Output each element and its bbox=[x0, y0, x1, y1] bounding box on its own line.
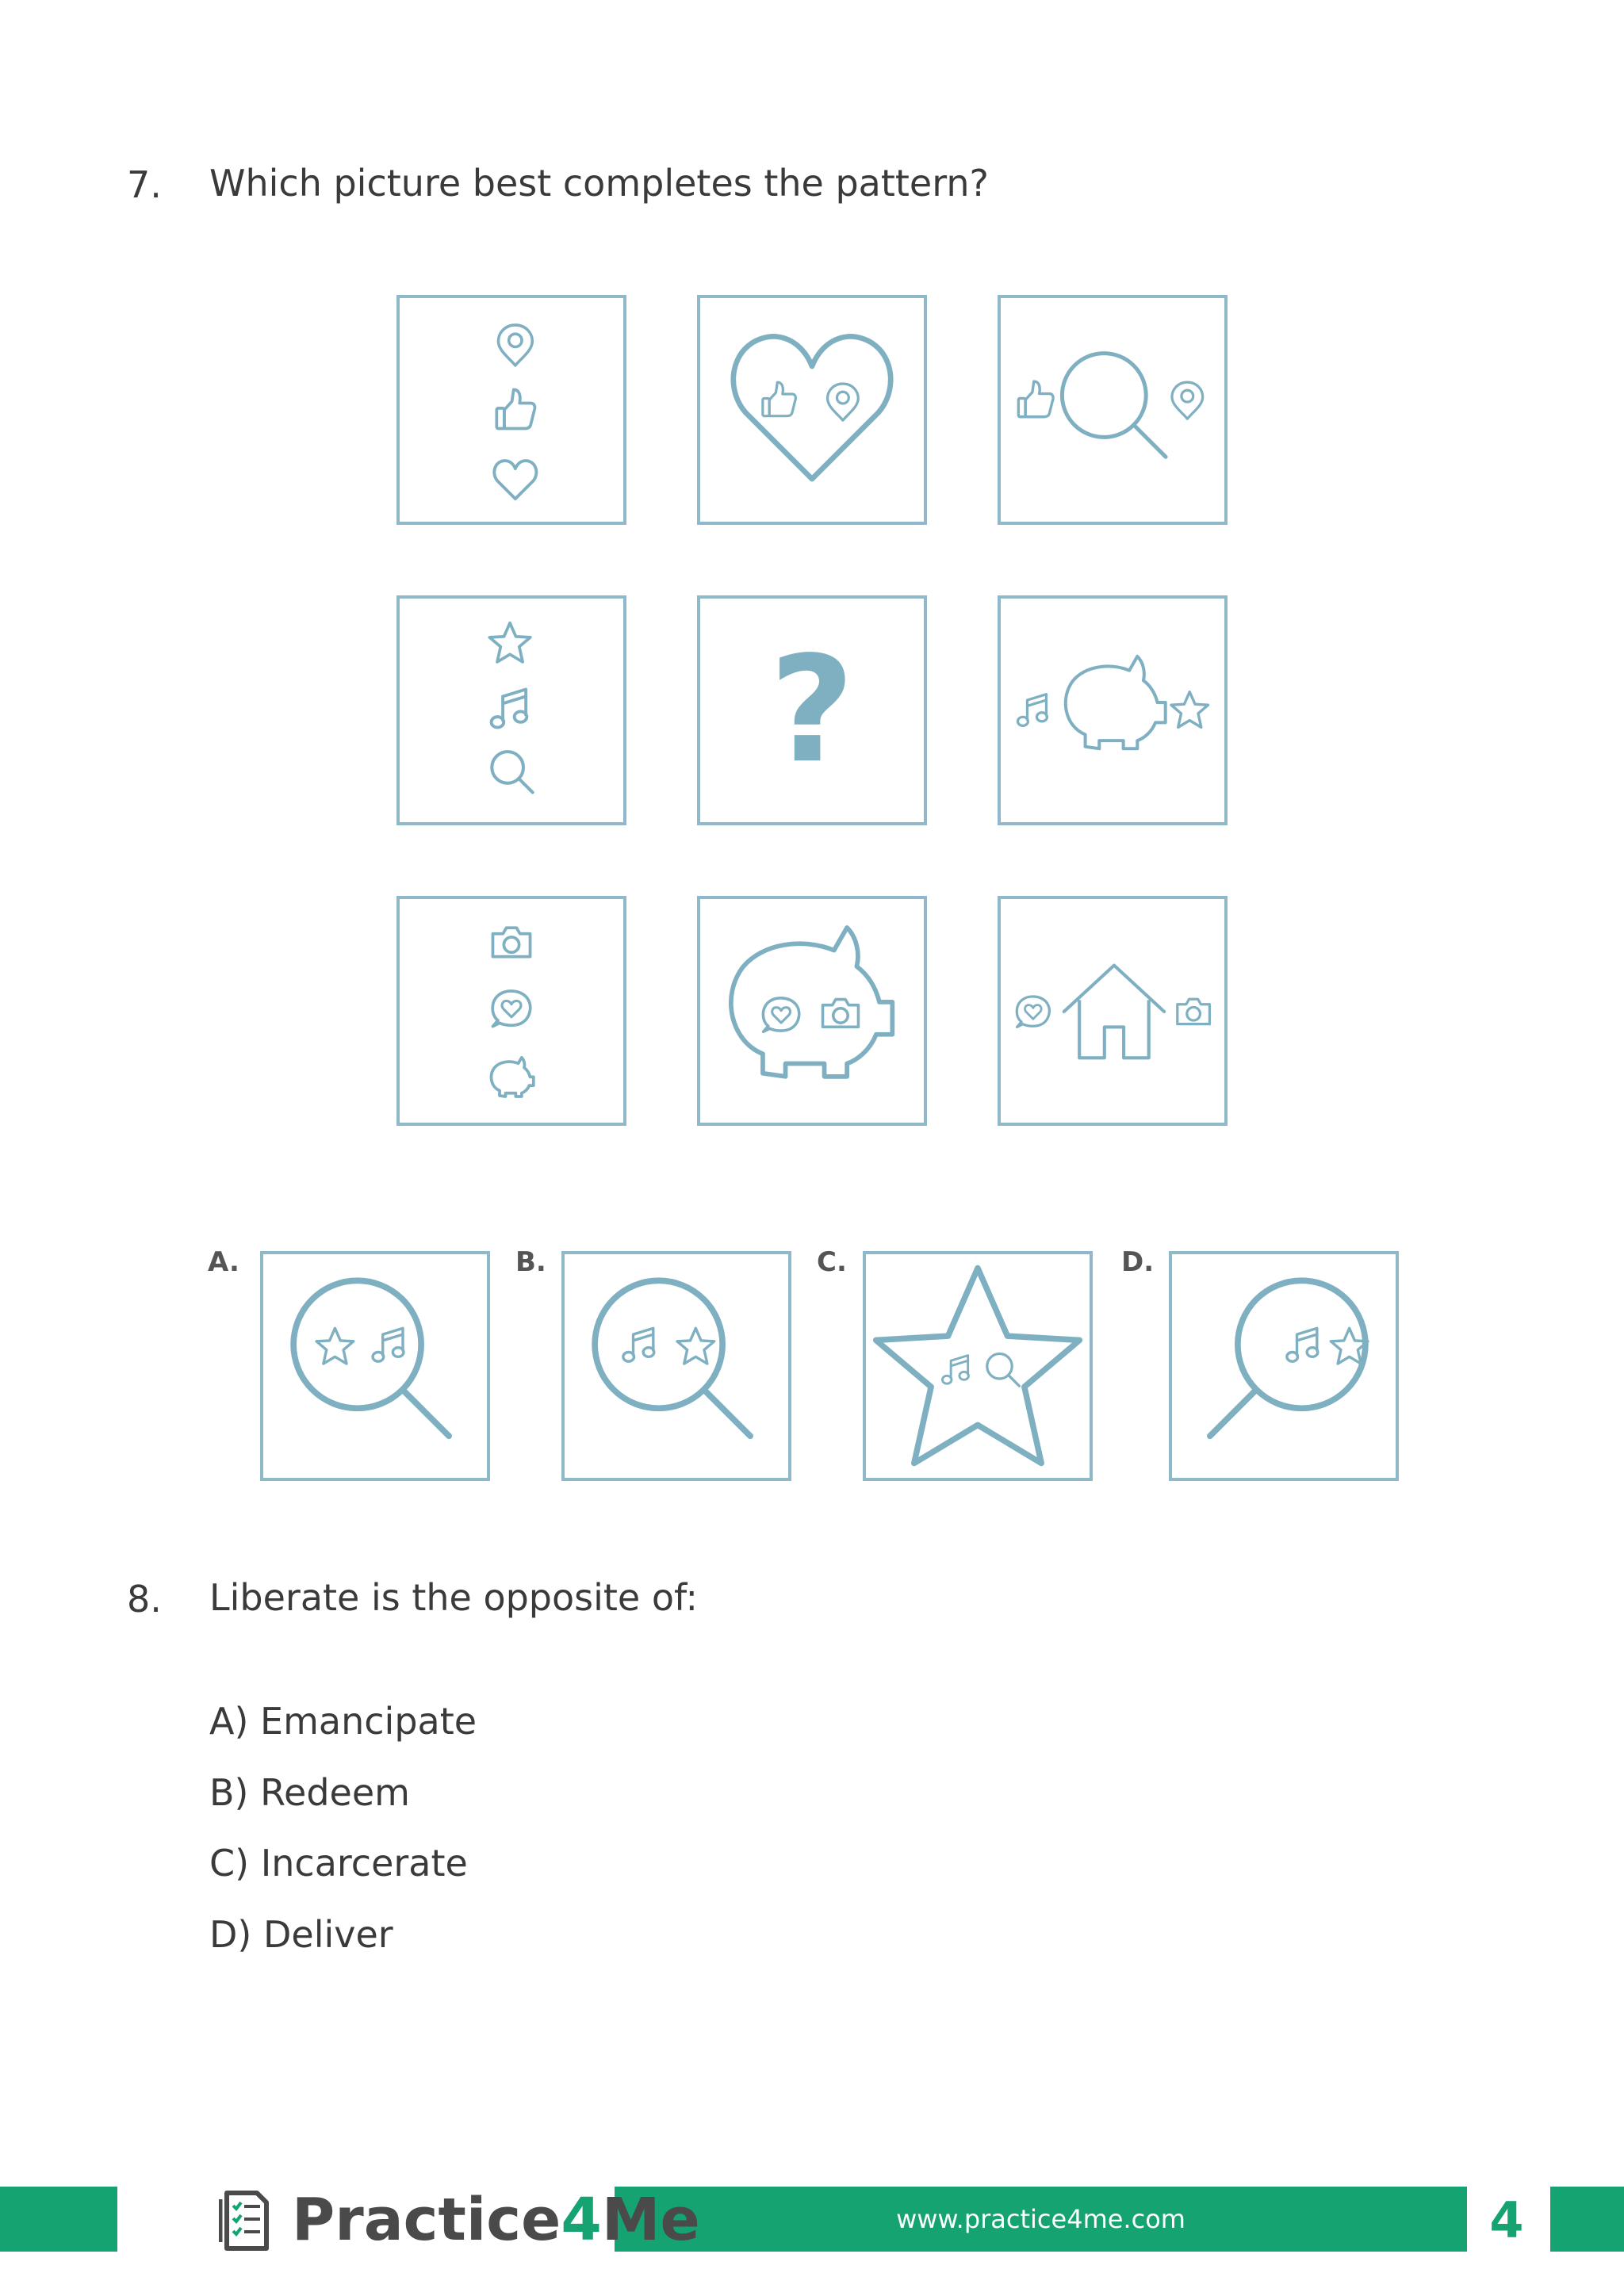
question-7-number: 7. bbox=[127, 163, 162, 206]
pattern-cell-r2c1 bbox=[396, 595, 626, 825]
option-c[interactable]: C) Incarcerate bbox=[209, 1842, 468, 1885]
pattern-cell-r2c3 bbox=[998, 595, 1228, 825]
footer-bar-left bbox=[0, 2187, 117, 2252]
question-7-text: Which picture best completes the pattern? bbox=[209, 162, 989, 205]
pattern-cell-r1c3 bbox=[998, 295, 1228, 525]
question-8-number: 8. bbox=[127, 1578, 162, 1621]
answer-option-b[interactable] bbox=[561, 1251, 791, 1481]
checklist-icon bbox=[219, 2188, 274, 2252]
question-8-text: Liberate is the opposite of: bbox=[209, 1576, 699, 1619]
pattern-cell-r1c2 bbox=[697, 295, 927, 525]
answer-option-a[interactable] bbox=[260, 1251, 490, 1481]
brand-name-suffix: Me bbox=[601, 2186, 700, 2254]
pattern-cell-r3c3 bbox=[998, 896, 1228, 1126]
option-a[interactable]: A) Emancipate bbox=[209, 1700, 477, 1743]
footer-url[interactable]: www.practice4me.com bbox=[896, 2204, 1185, 2234]
page-number: 4 bbox=[1489, 2191, 1524, 2249]
brand-name-four: 4 bbox=[561, 2186, 602, 2254]
pattern-cell-r3c2 bbox=[697, 896, 927, 1126]
pattern-cell-r3c1 bbox=[396, 896, 626, 1126]
pattern-cell-r2c2-question bbox=[697, 595, 927, 825]
footer-bar-right bbox=[1550, 2187, 1624, 2252]
answer-option-d[interactable] bbox=[1169, 1251, 1399, 1481]
answer-label-c: C. bbox=[817, 1246, 847, 1278]
option-d[interactable]: D) Deliver bbox=[209, 1913, 393, 1956]
option-b[interactable]: B) Redeem bbox=[209, 1771, 410, 1814]
answer-label-a: A. bbox=[208, 1246, 239, 1278]
pattern-cell-r1c1 bbox=[396, 295, 626, 525]
answer-label-b: B. bbox=[515, 1246, 546, 1278]
brand-name-prefix: Practice bbox=[292, 2186, 561, 2254]
question-mark-glyph: ? bbox=[769, 625, 855, 796]
answer-label-d: D. bbox=[1121, 1246, 1155, 1278]
answer-option-c[interactable] bbox=[863, 1251, 1093, 1481]
